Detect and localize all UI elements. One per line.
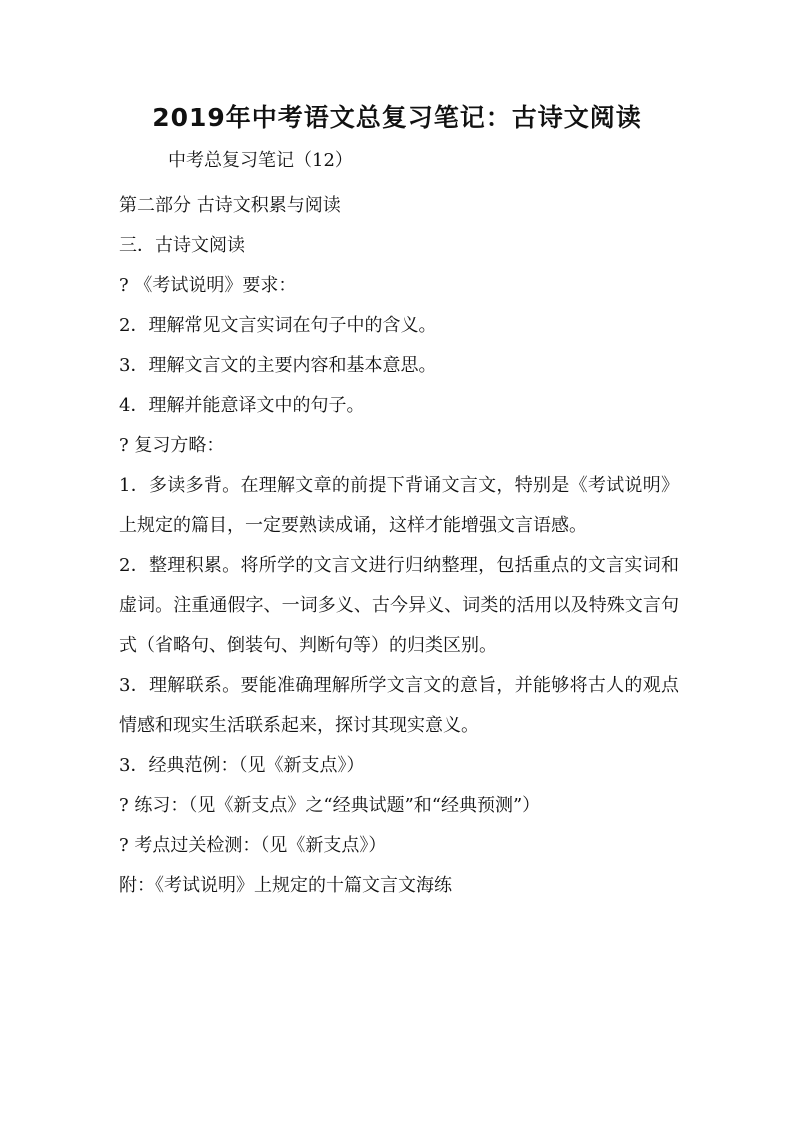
requirement-item: 2．理解常见文言实词在句子中的含义。 [119, 315, 437, 336]
checkpoint-line: ? 考点过关检测：（见《新支点》） [119, 835, 387, 856]
document-body [119, 186, 679, 906]
subsection-heading: 三．古诗文阅读 [119, 235, 245, 256]
requirements-heading: ? 《考试说明》要求： [119, 275, 297, 296]
example-line: 3．经典范例：（见《新支点》） [119, 755, 365, 776]
appendix-line: 附：《考试说明》上规定的十篇文言文海练 [119, 875, 452, 896]
review-method-paragraph: 2．整理积累。将所学的文言文进行归纳整理，包括重点的文言实词和虚词。注重通假字、一词多义、古今异义、词类的活用以及特殊文言句式（省略句、倒装句、判断句等）的归类区别。 [119, 555, 679, 656]
review-method-heading: ? 复习方略： [119, 435, 225, 456]
review-method-paragraph: 1．多读多背。在理解文章的前提下背诵文言文，特别是《考试说明》上规定的篇目，一定要熟读成诵，这样才能增强文言语感。 [119, 475, 679, 536]
document-title: 2019年中考语文总复习笔记：古诗文阅读 [152, 103, 642, 132]
section-heading: 第二部分 古诗文积累与阅读 [119, 195, 341, 216]
requirement-item: 4．理解并能意译文中的句子。 [119, 395, 365, 416]
document-subtitle: 中考总复习笔记（12） [168, 150, 353, 171]
review-method-paragraph: 3．理解联系。要能准确理解所学文言文的意旨，并能够将古人的观点情感和现实生活联系起来，探讨其现实意义。 [119, 675, 679, 736]
requirement-item: 3．理解文言文的主要内容和基本意思。 [119, 355, 437, 376]
exercise-line: ? 练习：（见《新支点》之“经典试题”和“经典预测”） [119, 795, 541, 816]
